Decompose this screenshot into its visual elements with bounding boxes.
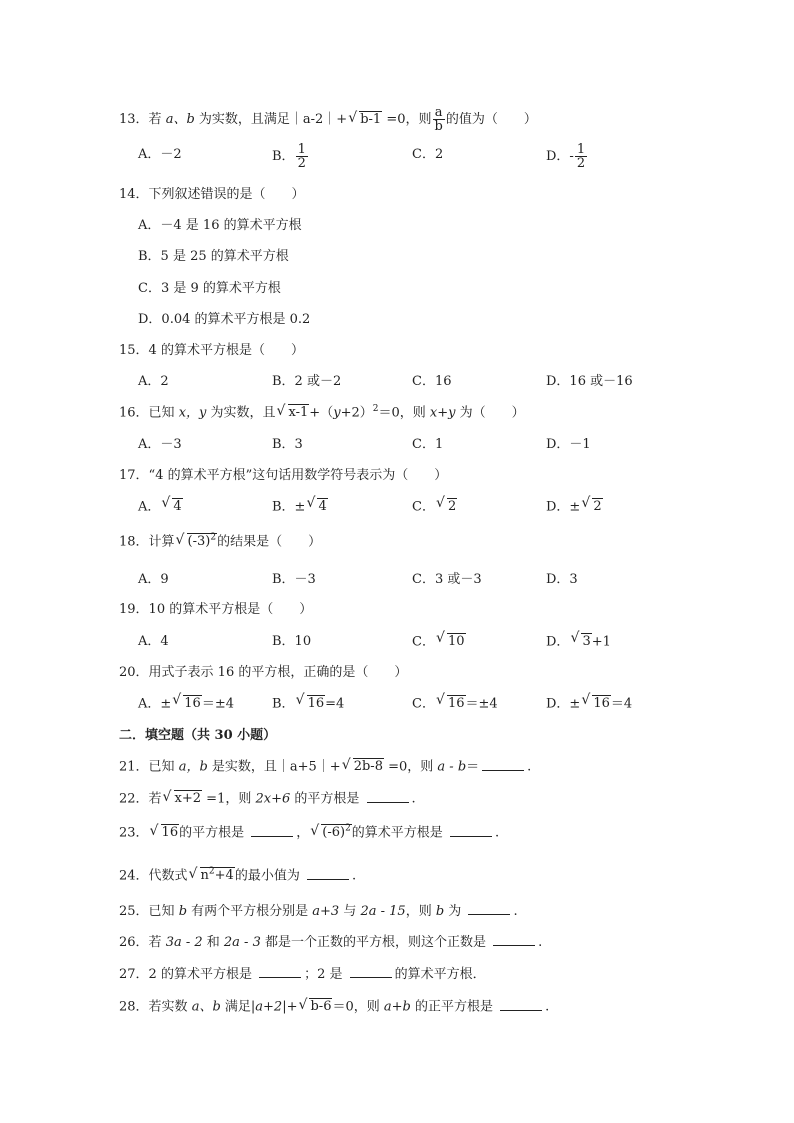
- q22-expr: 2x+6: [255, 791, 291, 807]
- q25-text-a: 25．已知: [119, 904, 179, 919]
- q25-text-d: ，则: [405, 904, 436, 919]
- q26-text-c: 都是一个正数的平方根，则这个正数是: [260, 935, 491, 950]
- q16-option-c[interactable]: C．1: [412, 437, 444, 452]
- q13-stem-d: 的值为（ ）: [445, 112, 537, 127]
- q20-option-a-label: A．±: [138, 696, 172, 712]
- q22-text-c: 的平方根是: [290, 791, 364, 807]
- question-28: [119, 997, 549, 1018]
- question-25: [119, 902, 518, 922]
- question-20: 20．用式子表示 16 的平方根，正确的是（ ）: [119, 665, 408, 680]
- q17-option-c-label: C．: [412, 499, 435, 515]
- q15-option-a[interactable]: A．2: [138, 374, 169, 389]
- q17-option-b[interactable]: [272, 495, 328, 520]
- q21-expr: a - b: [437, 759, 467, 775]
- q23-exponent: 2: [345, 823, 351, 834]
- q28-text-a: 28．若实数: [119, 999, 192, 1015]
- q28-text-e: 的正平方根是: [410, 999, 498, 1015]
- q24-sqrt: [189, 866, 235, 886]
- q13-stem-c: =0，则: [382, 112, 432, 127]
- q23-sqrt-1: [150, 823, 180, 843]
- q26-text-b: 和: [202, 935, 224, 950]
- q16-stem-a: 16．已知: [119, 405, 179, 421]
- q28-text-f: .: [545, 999, 550, 1015]
- q20-option-b[interactable]: [272, 692, 344, 717]
- q19-option-c-label: C．: [412, 634, 435, 650]
- q20-option-b-tail: =4: [325, 696, 345, 712]
- q23-text-a: 23．: [119, 825, 149, 841]
- q16-radicand: x-1: [288, 405, 309, 420]
- q23-sqrt-2: [310, 823, 352, 843]
- q28-expr: a+b: [383, 999, 411, 1015]
- question-19: 19．10 的算术平方根是（ ）: [119, 602, 313, 617]
- q18-option-c[interactable]: C．3 或－3: [412, 572, 482, 587]
- q13-fraction: [433, 106, 445, 133]
- q16-options: [138, 433, 698, 457]
- q20-option-b-sqrt: [296, 692, 326, 716]
- q15-option-d[interactable]: D．16 或－16: [546, 374, 633, 389]
- q20-option-d-tail: ＝4: [610, 696, 633, 712]
- q18-options: [138, 568, 698, 592]
- q22-sqrt: [163, 789, 203, 809]
- q25-text-c: 与: [339, 904, 361, 919]
- q26-answer-blank[interactable]: [493, 933, 535, 946]
- q20-option-c-sqrt: [436, 692, 466, 716]
- question-23: [119, 823, 499, 844]
- q17-option-a-radicand: 4: [173, 499, 182, 514]
- q22-text-b: =1，则: [202, 791, 256, 807]
- q24-radicand: [200, 867, 235, 884]
- q20-option-c-radicand: 16: [447, 696, 465, 711]
- q17-option-a[interactable]: [138, 495, 183, 520]
- q14-option-a[interactable]: A．－4 是 16 的算术平方根: [138, 218, 302, 233]
- q25-answer-blank[interactable]: [468, 902, 510, 915]
- q21-radicand: 2b-8: [353, 759, 383, 774]
- q20-option-d-label: D．±: [546, 696, 581, 712]
- q20-option-c-label: C．: [412, 696, 435, 712]
- q13-frac-den: b: [434, 119, 443, 134]
- q25-expr-2: 2a - 15: [360, 904, 406, 919]
- q13-optb-den: 2: [297, 156, 306, 171]
- q23-answer-blank-1[interactable]: [251, 824, 293, 837]
- question-27: [119, 965, 486, 985]
- q28-text-d: ＝0，则: [332, 999, 384, 1015]
- q18-option-a[interactable]: A．9: [138, 572, 169, 587]
- q20-option-c-tail: ＝±4: [465, 696, 498, 712]
- q17-option-a-sqrt: [161, 495, 182, 519]
- q15-option-b[interactable]: B．2 或－2: [272, 374, 342, 389]
- q23-text-e: .: [494, 825, 500, 841]
- q13-stem-a: 13．若: [119, 112, 166, 127]
- q27-text-c: 的算术平方根．: [394, 967, 486, 982]
- q27-answer-blank-1[interactable]: [259, 965, 301, 978]
- q19-option-c-sqrt: [436, 630, 466, 654]
- q21-sqrt: [342, 757, 384, 777]
- q18-option-b[interactable]: B．－3: [272, 572, 316, 587]
- q16-expr: x+y: [429, 405, 456, 421]
- q20-option-a-tail: ＝±4: [201, 696, 234, 712]
- q28-sqrt: [298, 997, 332, 1017]
- q21-answer-blank[interactable]: [482, 758, 524, 771]
- q13-options: [138, 142, 698, 171]
- q13-option-b-label: B．: [272, 149, 295, 164]
- q24-radicand-base: n: [200, 868, 209, 883]
- q17-option-b-label: B．±: [272, 499, 306, 515]
- q13-option-d-frac: [575, 143, 587, 170]
- q20-option-d[interactable]: [546, 692, 632, 717]
- q20-option-a-sqrt: [172, 692, 202, 716]
- q19-option-d[interactable]: [546, 630, 611, 655]
- section-2-title: 二．填空题（共 30 小题）: [119, 728, 277, 743]
- q18-stem-a: 18．计算: [119, 534, 175, 550]
- q26-text-a: 26．若: [119, 935, 166, 950]
- q28-radicand: b-6: [310, 999, 332, 1014]
- q18-radicand: [187, 533, 218, 550]
- q26-text-d: .: [538, 935, 543, 950]
- q17-option-b-radicand: 4: [318, 499, 327, 514]
- q23-radicand-1: 16: [161, 825, 179, 840]
- q24-text-b: 的最小值为: [234, 868, 304, 884]
- q13-option-a[interactable]: A．－2: [138, 147, 182, 162]
- q16-stem-b: 为实数，且: [206, 405, 276, 421]
- q26-expr-1: 3a - 2: [165, 935, 203, 950]
- q25-var-b-2: b: [435, 904, 445, 919]
- q19-option-d-sqrt: [570, 630, 591, 654]
- q17-option-c[interactable]: [412, 495, 457, 520]
- q16-stem-e: ＝0，则: [378, 405, 430, 421]
- q27-text-b: ；2 是: [304, 967, 347, 982]
- q16-exponent: 2: [372, 404, 379, 415]
- q24-text-c: .: [351, 868, 357, 884]
- q16-option-a[interactable]: A．－3: [138, 437, 182, 452]
- q23-text-d: 的算术平方根是: [351, 825, 447, 841]
- question-14: 14．下列叙述错误的是（ ）: [119, 187, 305, 202]
- q16-stem-d: +2）: [340, 405, 373, 421]
- q17-option-c-radicand: 2: [447, 499, 457, 514]
- q13-stem-b: 为实数，且满足｜a-2｜+: [194, 112, 348, 127]
- q22-text-d: .: [411, 791, 416, 807]
- q27-answer-blank-2[interactable]: [350, 965, 392, 978]
- q28-expr-1: a+2: [255, 999, 283, 1015]
- q18-radicand-base: (-3): [187, 534, 211, 549]
- q19-option-a[interactable]: A．4: [138, 634, 169, 649]
- q13-optb-num: 1: [297, 142, 306, 157]
- q17-option-d-sqrt: [581, 495, 602, 519]
- q19-option-c[interactable]: [412, 630, 466, 655]
- q13-frac-num: a: [434, 105, 443, 120]
- q17-options: [138, 495, 698, 519]
- q22-radicand: x+2: [174, 791, 202, 806]
- q21-vars: a，b: [178, 759, 208, 775]
- q17-option-c-sqrt: [436, 495, 457, 519]
- q20-option-b-radicand: 16: [307, 696, 325, 711]
- q15-options: [138, 370, 698, 394]
- q20-option-b-label: B．: [272, 696, 295, 712]
- q17-option-d-label: D．±: [546, 499, 581, 515]
- q20-option-a-radicand: 16: [184, 696, 201, 711]
- q14-option-d[interactable]: D．0.04 的算术平方根是 0.2: [138, 312, 311, 327]
- q19-option-d-label: D．: [546, 634, 570, 650]
- q23-radicand-2-base: (-6): [322, 825, 346, 840]
- q18-exponent: 2: [210, 532, 217, 543]
- q28-text-b: 满足|: [220, 999, 256, 1015]
- q14-option-c[interactable]: C．3 是 9 的算术平方根: [138, 281, 281, 296]
- q20-option-a[interactable]: [138, 692, 234, 717]
- question-22: [119, 789, 416, 810]
- q19-options: [138, 630, 698, 654]
- q18-sqrt: [176, 532, 218, 552]
- q16-var-y: y: [333, 405, 341, 421]
- q16-option-d[interactable]: D．－1: [546, 437, 591, 452]
- q13-optd-den: 2: [576, 156, 586, 171]
- q23-answer-blank-2[interactable]: [450, 824, 492, 837]
- question-18: [119, 532, 321, 553]
- q18-option-d[interactable]: D．3: [546, 572, 578, 587]
- q28-text-c: |+: [282, 999, 298, 1015]
- q24-radicand-tail: +4: [214, 868, 234, 883]
- q19-option-c-radicand: 10: [447, 634, 465, 649]
- q22-answer-blank[interactable]: [367, 790, 409, 803]
- q28-answer-blank[interactable]: [500, 998, 542, 1011]
- question-13: [119, 106, 537, 133]
- question-21: [119, 757, 531, 778]
- q16-sqrt: [277, 403, 310, 423]
- q25-expr-1: a+3: [312, 904, 340, 919]
- q25-text-e: 为: [444, 904, 466, 919]
- q23-radicand-2: [321, 824, 352, 841]
- q16-stem-f: 为（ ）: [455, 405, 525, 421]
- q14-option-b[interactable]: B．5 是 25 的算术平方根: [138, 249, 289, 264]
- q16-vars: x，y: [178, 405, 207, 421]
- q17-option-a-label: A．: [138, 499, 161, 515]
- q13-option-d[interactable]: [546, 143, 588, 170]
- q24-answer-blank[interactable]: [307, 867, 349, 880]
- q25-text-b: 有两个平方根分别是: [187, 904, 313, 919]
- question-17: 17．“4 的算术平方根”这句话用数学符号表示为（ ）: [119, 468, 448, 483]
- q18-stem-b: 的结果是（ ）: [217, 534, 322, 550]
- q27-text-a: 27．2 的算术平方根是: [119, 967, 257, 982]
- q15-option-c[interactable]: C．16: [412, 374, 452, 389]
- question-26: [119, 933, 542, 953]
- q19-option-b[interactable]: B．10: [272, 634, 312, 649]
- q21-text-c: =0，则: [383, 759, 438, 775]
- q13-option-d-label: D．-: [546, 149, 574, 164]
- q21-text-a: 21．已知: [119, 759, 179, 775]
- q23-text-b: 的平方根是: [179, 825, 249, 841]
- q24-text-a: 24．代数式: [119, 868, 188, 884]
- q20-option-c[interactable]: [412, 692, 498, 717]
- q23-text-c: ，: [296, 825, 310, 841]
- q17-option-d-radicand: 2: [593, 499, 602, 514]
- q13-vars: a、b: [165, 112, 195, 127]
- question-24: [119, 866, 356, 887]
- q13-option-b-frac: [296, 143, 308, 170]
- question-16: [119, 403, 525, 424]
- q13-optd-num: 1: [576, 142, 586, 157]
- q17-option-b-sqrt: [306, 495, 327, 519]
- q25-var-b: b: [178, 904, 188, 919]
- q13-option-c[interactable]: C．2: [412, 147, 444, 162]
- q25-text-f: .: [513, 904, 518, 919]
- q19-option-d-tail: +1: [591, 634, 611, 650]
- q21-text-b: 是实数，且｜a+5｜+: [207, 759, 341, 775]
- q17-option-d[interactable]: [546, 495, 603, 520]
- q13-sqrt: [348, 110, 382, 130]
- q16-stem-c: +（: [309, 405, 334, 421]
- q21-text-e: .: [527, 759, 532, 775]
- q20-option-d-radicand: 16: [593, 696, 610, 711]
- q24-exponent: 2: [208, 866, 215, 877]
- q20-option-d-sqrt: [581, 692, 611, 716]
- q21-text-d: ＝: [466, 759, 480, 775]
- q13-option-b[interactable]: [272, 143, 309, 170]
- q28-vars: a、b: [191, 999, 221, 1015]
- q22-text-a: 22．若: [119, 791, 162, 807]
- q20-options: [138, 692, 698, 716]
- q26-expr-2: 2a - 3: [223, 935, 261, 950]
- question-15: 15．4 的算术平方根是（ ）: [119, 343, 304, 358]
- q16-option-b[interactable]: B．3: [272, 437, 303, 452]
- q13-radicand: b-1: [360, 111, 382, 127]
- q19-option-d-radicand: 3: [582, 634, 591, 649]
